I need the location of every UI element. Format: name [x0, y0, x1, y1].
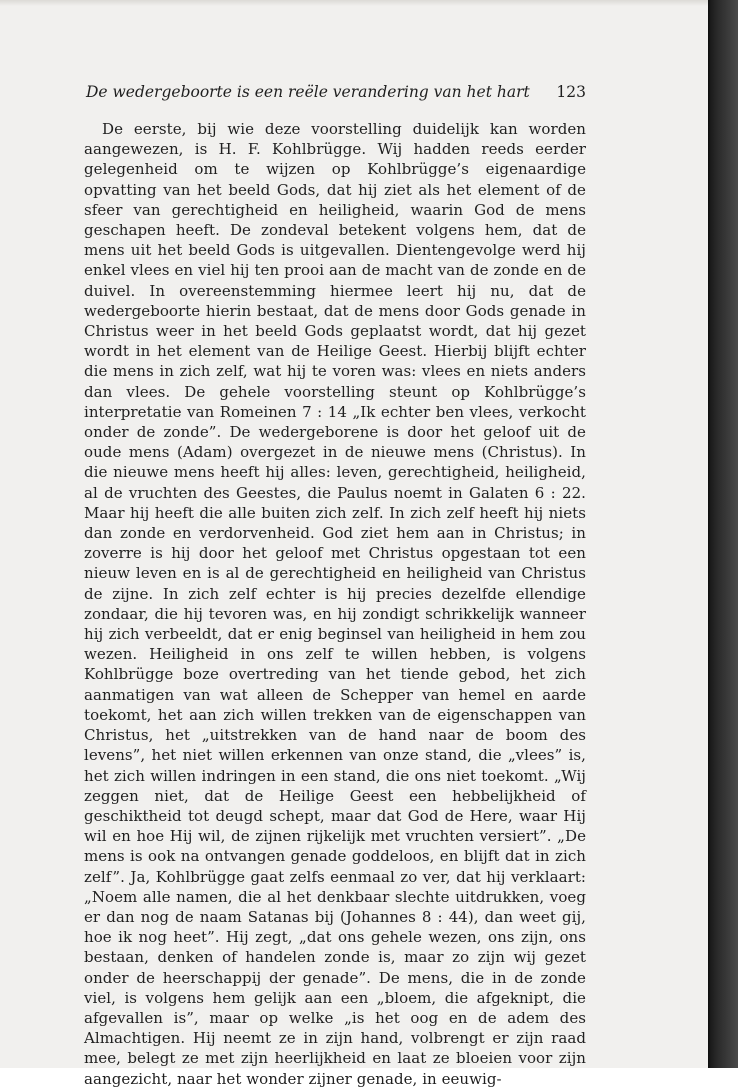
page-top-edge	[0, 0, 708, 6]
running-head-title: De wedergeboorte is een reële verandering van het hart	[86, 83, 530, 101]
book-gutter-shadow	[708, 0, 738, 1068]
page-number: 123	[556, 83, 586, 101]
body-paragraph: De eerste, bij wie deze voorstelling duidelijk kan worden aangewezen, is H. F. Kohlbrügge. Wij hadden reeds eerder gelegenheid om te wijzen op Kohlbrügge’s eigenaardige opvatting van het beeld Gods, dat hij ziet als het element of de sfeer van gerechtigheid en heiligheid, waarin God de mens geschapen heeft. De zondeval betekent volgens hem, dat de mens uit het beeld Gods is uitgevallen. Dientengevolge werd hij enkel vlees en viel hij ten prooi aan de macht van de zonde en de duivel. In overeenstemming hiermee leert hij nu, dat de wedergeboorte hierin bestaat, dat de mens door Gods genade in Christus weer in het beeld Gods geplaatst wordt, dat hij gezet wordt in het element van de Heilige Geest. Hierbij blijft echter die mens in zich zelf, wat hij te voren was: vlees en niets anders dan vlees. De gehele voorstelling steunt op Kohlbrügge’s interpretatie van Romeinen 7 : 14 „Ik echter ben vlees, verkocht onder de zonde”. De wedergeborene is door het geloof uit de oude mens (Adam) overgezet in de nieuwe mens (Christus). In die nieuwe mens heeft hij alles: leven, gerechtigheid, heiligheid, al de vruchten des Geestes, die Paulus noemt in Galaten 6 : 22. Maar hij heeft die alle buiten zich zelf. In zich zelf heeft hij niets dan zonde en verdorvenheid. God ziet hem aan in Christus; in zoverre is hij door het geloof met Christus opgestaan tot een nieuw leven en is al de gerechtigheid en heiligheid van Christus de zijne. In zich zelf echter is hij precies dezelfde ellendige zondaar, die hij tevoren was, en hij zondigt schrikkelijk wanneer hij zich verbeeldt, dat er enig beginsel van heiligheid in hem zou wezen. Heiligheid in ons zelf te willen hebben, is volgens Kohlbrügge boze overtreding van het tiende gebod, het zich aanmatigen van wat alleen de Schepper van hemel en aarde toekomt, het aan zich willen trekken van de eigenschappen van Christus, het „uitstrekken van de hand naar de boom des levens”, het niet willen erkennen van onze stand, die „vlees” is, het zich willen indringen in een stand, die ons niet toekomt. „Wij zeggen niet, dat de Heilige Geest een hebbelijkheid of geschiktheid tot deugd schept, maar dat God de Here, waar Hij wil en hoe Hij wil, de zijnen rijkelijk met vruchten versiert”. „De mens is ook na ontvangen genade goddeloos, en blijft dat in zich zelf”. Ja, Kohlbrügge gaat zelfs eenmaal zo ver, dat hij verklaart: „Noem alle namen, die al het denkbaar slechte uitdrukken, voeg er dan nog de naam Satanas bij (Johannes 8 : 44), dan weet gij, hoe ik nog heet”. Hij zegt, „dat ons gehele wezen, ons zijn, ons bestaan, denken of handelen zonde is, maar zo zijn wij gezet onder de heerschappij der genade”. De mens, die in de zonde viel, is volgens hem gelijk aan een „bloem, die afgeknipt, die afgevallen is”, maar op welke „is het oog en de adem des Almachtigen. Hij neemt ze in zijn hand, volbrengt er zijn raad mee, belegt ze met zijn heerlijkheid en laat ze bloeien voor zijn aangezicht, naar het wonder zijner genade, in eeuwig-	[84, 120, 586, 1088]
running-head	[86, 83, 586, 107]
